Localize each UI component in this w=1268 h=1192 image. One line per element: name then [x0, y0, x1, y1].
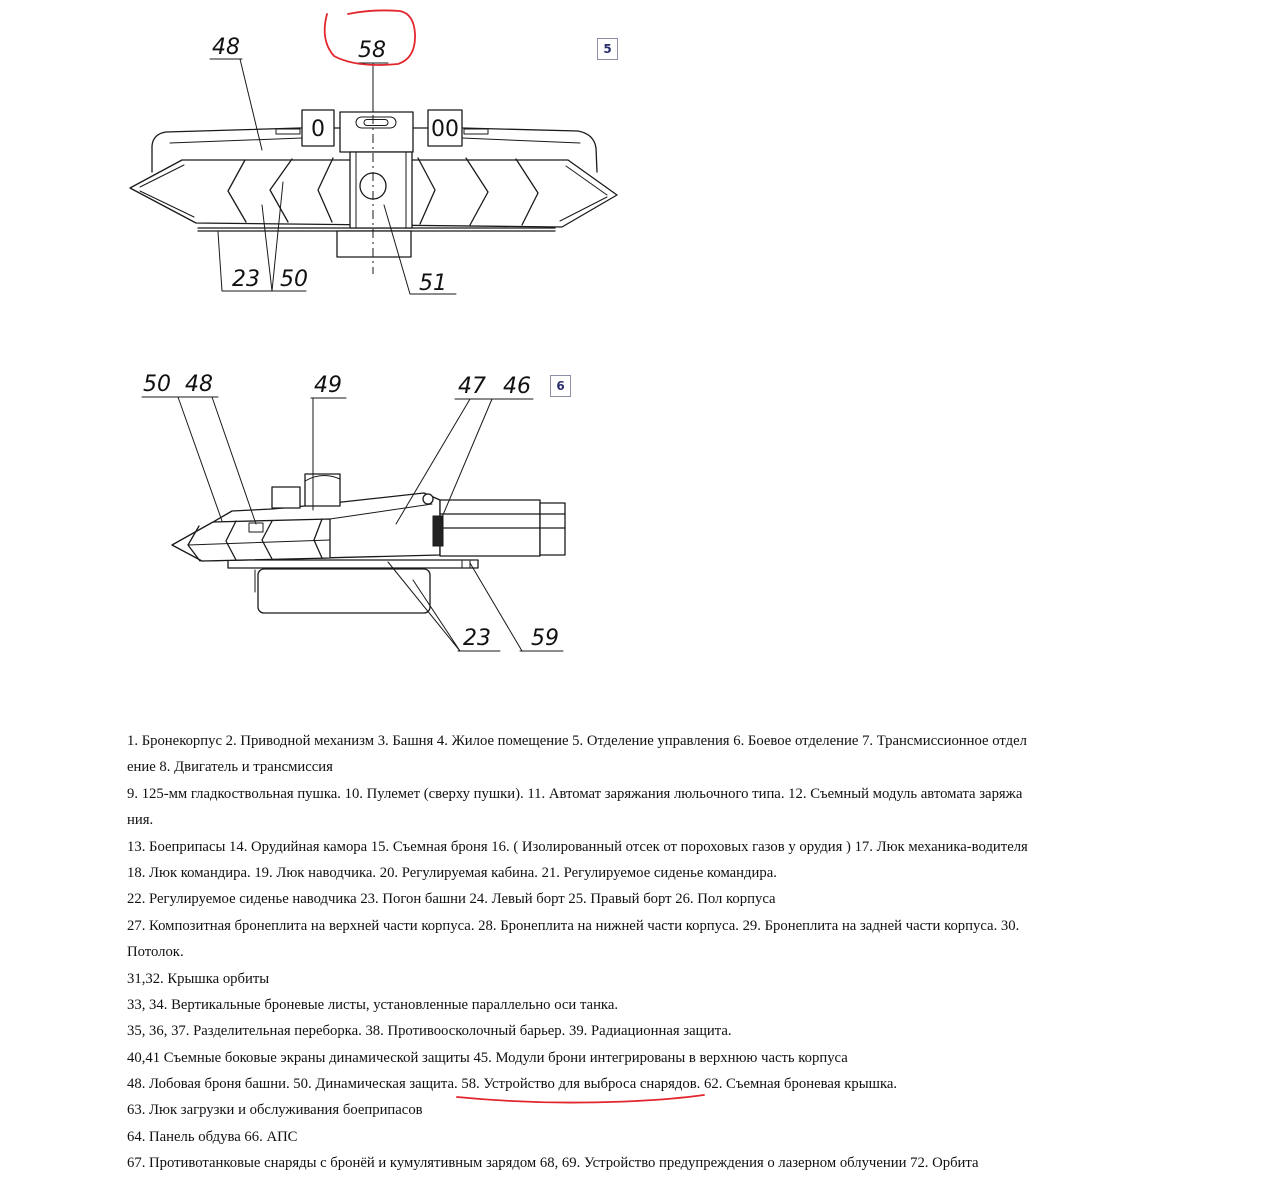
legend-line-before: 48. Лобовая броня башни. 50. Динамическая защита.: [127, 1076, 462, 1093]
hatch-right-label: 00: [431, 117, 459, 142]
turret-ring-side: [258, 569, 430, 613]
callout-50: 50: [143, 372, 171, 397]
legend-line-after: 62. Съемная броневая крышка.: [700, 1076, 898, 1093]
red-underline-annotation: [457, 1093, 704, 1105]
callout-50-48-leaders: [142, 397, 256, 524]
legend-marked-item: [461, 1071, 700, 1097]
callout-59: 59: [531, 626, 559, 651]
callout-49: 49: [314, 373, 342, 398]
legend-line: 64. Панель обдува 66. АПС: [127, 1128, 298, 1145]
legend-line: Потолок.: [127, 944, 184, 961]
callout-23: 23: [232, 267, 260, 292]
legend-line-highlighted: [127, 1071, 1247, 1097]
callout-50: 50: [280, 267, 308, 292]
callout-46: 46: [503, 374, 531, 399]
legend-line: 63. Люк загрузки и обслуживания боеприпасов: [127, 1102, 423, 1119]
callout-47: 47: [458, 374, 486, 399]
callout-48: 48: [185, 372, 213, 397]
callout-48-leader: [210, 59, 262, 150]
rear-block-end: [540, 503, 565, 555]
legend-line: 33, 34. Вертикальные броневые листы, установленные параллельно оси танка.: [127, 996, 619, 1013]
callout-48: 48: [212, 35, 240, 60]
turret-top-inner-left: [170, 138, 302, 143]
callout-58-leader: [355, 63, 388, 112]
legend-line: 40,41 Съемные боковые экраны динамической защиты 45. Модули брони интегрированы в верхнюю часть корпуса: [127, 1049, 848, 1066]
callout-58: 58: [358, 38, 386, 63]
small-box-side: [272, 487, 300, 508]
legend-line: 13. Боеприпасы 14. Орудийная камора 15. Съемная броня 16. ( Изолированный отсек от пороховых газов у орудия ) 17. Люк механика-водителя: [127, 838, 1028, 855]
callout-51: 51: [419, 271, 447, 296]
legend-line: 9. 125-мм гладкоствольная пушка. 10. Пулемет (сверху пушки). 11. Автомат заряжания люльочного типа. 12. Съемный модуль автомата заряжа: [127, 785, 1023, 802]
figure-5-drawing: [130, 10, 617, 296]
figure-5-number: 5: [597, 38, 618, 60]
legend-marked-text: 58. Устройство для выброса снарядов.: [461, 1076, 701, 1093]
top-plate-left: [276, 129, 300, 134]
callout-23: 23: [463, 626, 491, 651]
legend-line: ния.: [127, 812, 154, 829]
ejection-device-slot: [364, 120, 388, 126]
parts-legend: [127, 728, 1247, 1177]
turret-ring-block: [337, 231, 411, 257]
legend-line: 31,32. Крышка орбиты: [127, 970, 270, 987]
bottom-plate: [228, 560, 478, 568]
legend-line: 27. Композитная бронеплита на верхней части корпуса. 28. Бронеплита на нижней части корпуса. 29. Бронеплита на задней части корпуса. 30.: [127, 917, 1020, 934]
removable-cover-bar: [433, 516, 443, 546]
turret-top-inner-right: [462, 138, 580, 143]
hatch-left-label: 0: [311, 117, 325, 142]
legend-line: 22. Регулируемое сиденье наводчика 23. Погон башни 24. Левый борт 25. Правый борт 26. Пол корпуса: [127, 891, 776, 908]
legend-line: 1. Бронекорпус 2. Приводной механизм 3. Башня 4. Жилое помещение 5. Отделение управления 6. Боевое отделение 7. Трансмиссионное отдел: [127, 733, 1027, 749]
hinge-pivot: [423, 494, 433, 504]
figure-6-drawing: [142, 372, 565, 651]
legend-line: 67. Противотанковые снаряды с бронёй и кумулятивным зарядом 68, 69. Устройство предупреждения о лазерном облучении 72. Орбита: [127, 1155, 979, 1172]
legend-line: ение 8. Двигатель и трансмиссия: [127, 759, 333, 776]
red-underline-stroke: [457, 1095, 704, 1103]
legend-line: 18. Люк командира. 19. Люк наводчика. 20. Регулируемая кабина. 21. Регулируемое сиденье командира.: [127, 864, 777, 881]
top-plate-right: [464, 129, 488, 134]
legend-line: 35, 36, 37. Разделительная переборка. 38. Противоосколочный барьер. 39. Радиационная защита.: [127, 1023, 732, 1040]
figure-6-number: 6: [550, 375, 571, 397]
